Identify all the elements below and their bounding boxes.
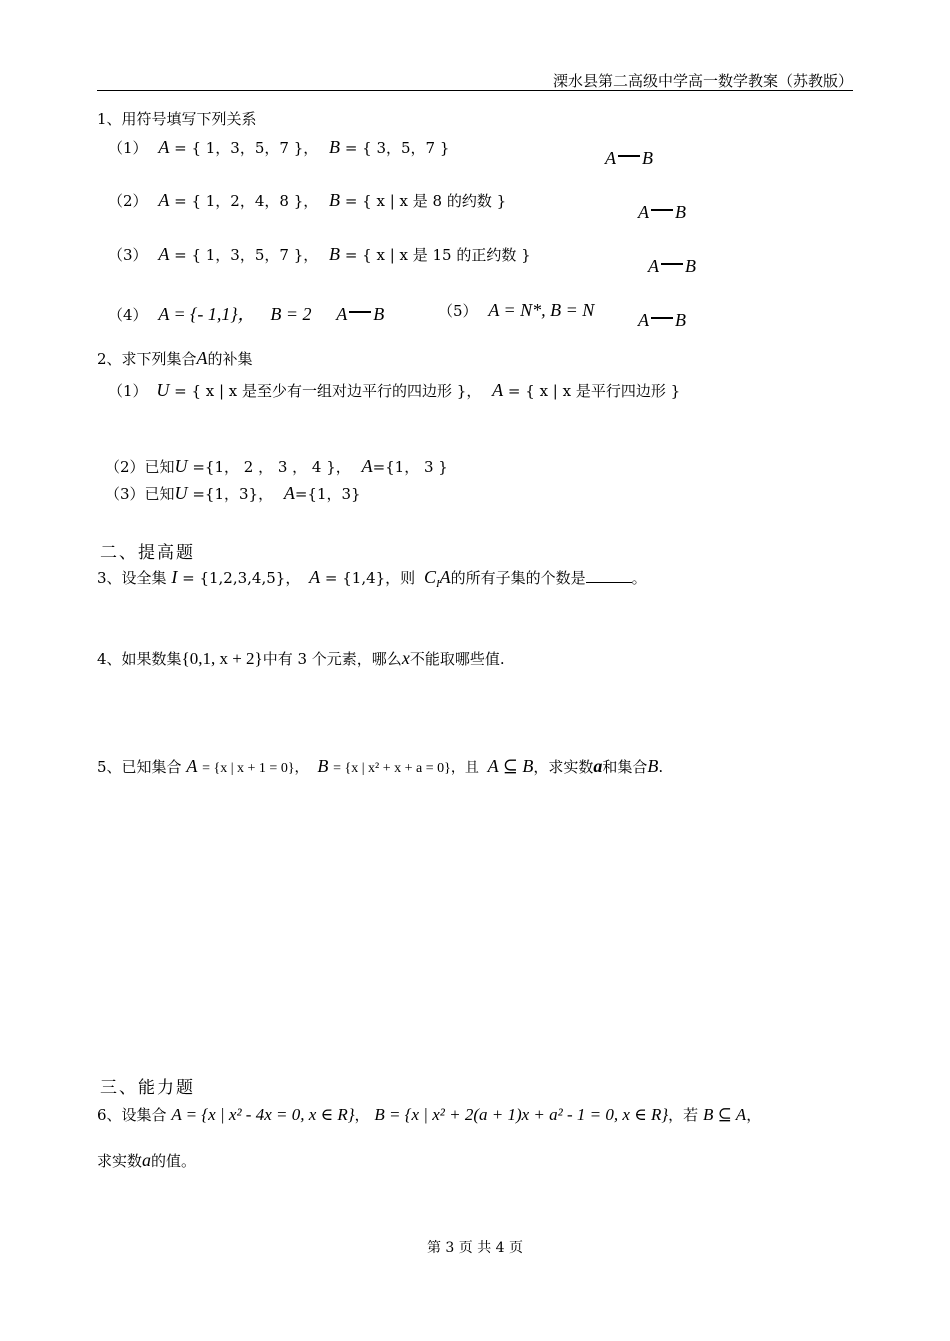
q2-part-3 bbox=[105, 483, 361, 504]
relation-blank bbox=[618, 155, 640, 157]
q1-item-2 bbox=[108, 190, 506, 211]
relation-blank bbox=[661, 263, 683, 265]
q2-part-1-num: （1） bbox=[108, 382, 148, 400]
q5-and: 和集合 bbox=[602, 758, 648, 776]
q2-part-2-u-set: ={1， 2 ， 3 ， 4 }， bbox=[192, 458, 351, 476]
q1-item-4-b: B = 2 bbox=[270, 304, 312, 324]
q5-pre: 5、已知集合 bbox=[97, 758, 182, 776]
q2-part-1-a-set: = { x | x 是平行四边形 } bbox=[507, 382, 681, 400]
q5-b-set: = {x | x² + x + a = 0}，且 bbox=[333, 761, 479, 776]
q2-part-2-text: （2）已知 bbox=[105, 458, 175, 476]
q2-part-1-a: A bbox=[492, 380, 504, 400]
q2-title bbox=[97, 348, 253, 369]
relation-right: B bbox=[675, 310, 686, 330]
relation-left: A bbox=[605, 148, 616, 168]
q3-a: A bbox=[309, 567, 321, 587]
q2-part-3-u-set: ={1，3}， bbox=[192, 485, 274, 503]
q4-post: 不能取哪些值. bbox=[409, 650, 505, 668]
q2-part-2-a: A bbox=[361, 456, 373, 476]
q3-answer-blank[interactable] bbox=[586, 568, 632, 583]
q1-item-1-relation bbox=[605, 148, 653, 169]
q1-item-3-relation bbox=[648, 256, 696, 277]
q1-item-2-b-set: = { x | x 是 8 的约数 } bbox=[344, 192, 507, 210]
q1-item-4-num: （4） bbox=[108, 306, 148, 324]
q3-c-sub: I bbox=[435, 578, 440, 590]
q1-item-3-b-set: = { x | x 是 15 的正约数 } bbox=[344, 246, 531, 264]
q6-ruo: ，若 bbox=[668, 1106, 699, 1124]
q1-item-5 bbox=[438, 300, 594, 321]
q1-item-1-num: （1） bbox=[108, 139, 148, 157]
q3 bbox=[97, 567, 647, 590]
q6-line2-text: 求实数 bbox=[97, 1152, 143, 1170]
relation-left: A bbox=[648, 256, 659, 276]
q2-part-2 bbox=[105, 456, 448, 477]
q1-item-3-num: （3） bbox=[108, 246, 148, 264]
q6-sep: ， bbox=[354, 1106, 370, 1124]
q1-title: 1、用符号填写下列关系 bbox=[97, 110, 257, 128]
q3-i-set: = {1,2,3,4,5}， bbox=[182, 569, 301, 587]
header-rule bbox=[97, 90, 853, 91]
q4-mid: 中有 3 个元素，哪么 bbox=[262, 650, 402, 668]
q3-post: 的所有子集的个数是 bbox=[450, 569, 586, 587]
q1-item-2-relation bbox=[638, 202, 686, 223]
q1-item-1 bbox=[108, 137, 808, 158]
q6-b-expr: B = {x | x² + 2(a + 1)x + a² - 1 = 0, x ∈ R} bbox=[374, 1105, 669, 1124]
q3-i: I bbox=[171, 567, 178, 587]
q3-c: C bbox=[423, 567, 436, 587]
q1-item-2-b: B bbox=[329, 190, 341, 210]
q4-pre: 4、如果数集 bbox=[97, 650, 182, 668]
q6-end: ， bbox=[746, 1106, 762, 1124]
q6-subset: B ⊆ A bbox=[702, 1105, 747, 1124]
q5-a: A bbox=[186, 756, 198, 776]
page-header: 溧水县第二高级中学高一数学教案（苏教版） bbox=[552, 72, 853, 90]
relation-right: B bbox=[642, 148, 653, 168]
q2-part-1 bbox=[108, 380, 680, 401]
q5-b2: B bbox=[647, 756, 659, 776]
q2-part-3-a-set: ={1，3} bbox=[294, 485, 361, 503]
section-3-title: 三、能力题 bbox=[100, 1078, 195, 1098]
q2-part-1-u-set: = { x | x 是至少有一组对边平行的四边形 }， bbox=[174, 382, 482, 400]
q1-item-3-a: A bbox=[158, 244, 170, 264]
q3-a-set: = {1,4}，则 bbox=[324, 569, 416, 587]
q3-end: 。 bbox=[631, 569, 647, 587]
q1-item-1-a: A bbox=[158, 137, 170, 157]
q5-a-set: = {x | x + 1 = 0}， bbox=[202, 761, 309, 776]
relation-blank bbox=[651, 317, 673, 319]
q1-item-2-a-set: = { 1，2，4，8 }， bbox=[174, 192, 319, 210]
q1-item-4 bbox=[108, 300, 384, 326]
relation-blank bbox=[349, 311, 371, 313]
section-2-title: 二、提高题 bbox=[100, 543, 195, 563]
relation-right: B bbox=[685, 256, 696, 276]
q1-item-3-a-set: = { 1，3，5，7 }， bbox=[174, 246, 319, 264]
q1-item-2-num: （2） bbox=[108, 192, 148, 210]
q6-var: a bbox=[142, 1150, 152, 1170]
q1-item-4-relation bbox=[336, 306, 384, 324]
q1-item-1-a-set: = { 1，3，5，7 }， bbox=[174, 139, 319, 157]
q2-title-text: 2、求下列集合 bbox=[97, 350, 197, 368]
q5 bbox=[97, 756, 663, 777]
q1-item-5-relation bbox=[638, 310, 686, 331]
q1-item-3-b: B bbox=[329, 244, 341, 264]
q6-pre: 6、设集合 bbox=[97, 1106, 167, 1124]
q5-subset: A ⊆ B bbox=[487, 756, 534, 776]
q5-end: . bbox=[658, 758, 664, 776]
q2-part-3-a: A bbox=[283, 483, 295, 503]
q4-set: {0,1, x + 2} bbox=[181, 649, 263, 668]
q1-item-5-num: （5） bbox=[438, 302, 478, 320]
q6-a-expr: A = {x | x² - 4x = 0, x ∈ R} bbox=[171, 1105, 355, 1124]
relation-right: B bbox=[373, 304, 385, 324]
q3-pre: 3、设全集 bbox=[97, 569, 167, 587]
q4-x: x bbox=[401, 648, 410, 668]
q5-var-a: a bbox=[593, 756, 603, 776]
q6-line-2 bbox=[97, 1150, 196, 1171]
relation-left: A bbox=[336, 304, 348, 324]
q2-part-3-u: U bbox=[174, 483, 188, 503]
q2-title-var: A bbox=[196, 348, 208, 368]
q5-b: B bbox=[317, 756, 329, 776]
relation-blank bbox=[651, 209, 673, 211]
q3-c-a: A bbox=[439, 567, 451, 587]
q1-item-3 bbox=[108, 244, 531, 265]
q2-part-2-a-set: ={1， 3 } bbox=[372, 458, 448, 476]
q6-line-1 bbox=[97, 1104, 761, 1125]
q2-part-1-u: U bbox=[156, 380, 170, 400]
q2-title-tail: 的补集 bbox=[207, 350, 253, 368]
q1-item-5-expr: A = N*, B = N bbox=[488, 300, 595, 320]
q5-mid: ，求实数 bbox=[533, 758, 594, 776]
q1-item-2-a: A bbox=[158, 190, 170, 210]
relation-left: A bbox=[638, 310, 649, 330]
page-footer: 第 3 页 共 4 页 bbox=[426, 1240, 524, 1256]
q2-part-2-u: U bbox=[174, 456, 188, 476]
relation-right: B bbox=[675, 202, 686, 222]
q2-part-3-text: （3）已知 bbox=[105, 485, 175, 503]
q1-item-4-a: A = {- 1,1}， bbox=[158, 304, 256, 324]
q1-item-1-b: B bbox=[329, 137, 341, 157]
q1-item-1-b-set: = { 3，5，7 } bbox=[344, 139, 450, 157]
q4 bbox=[97, 648, 505, 669]
q6-line2-end: 的值。 bbox=[151, 1152, 197, 1170]
relation-left: A bbox=[638, 202, 649, 222]
